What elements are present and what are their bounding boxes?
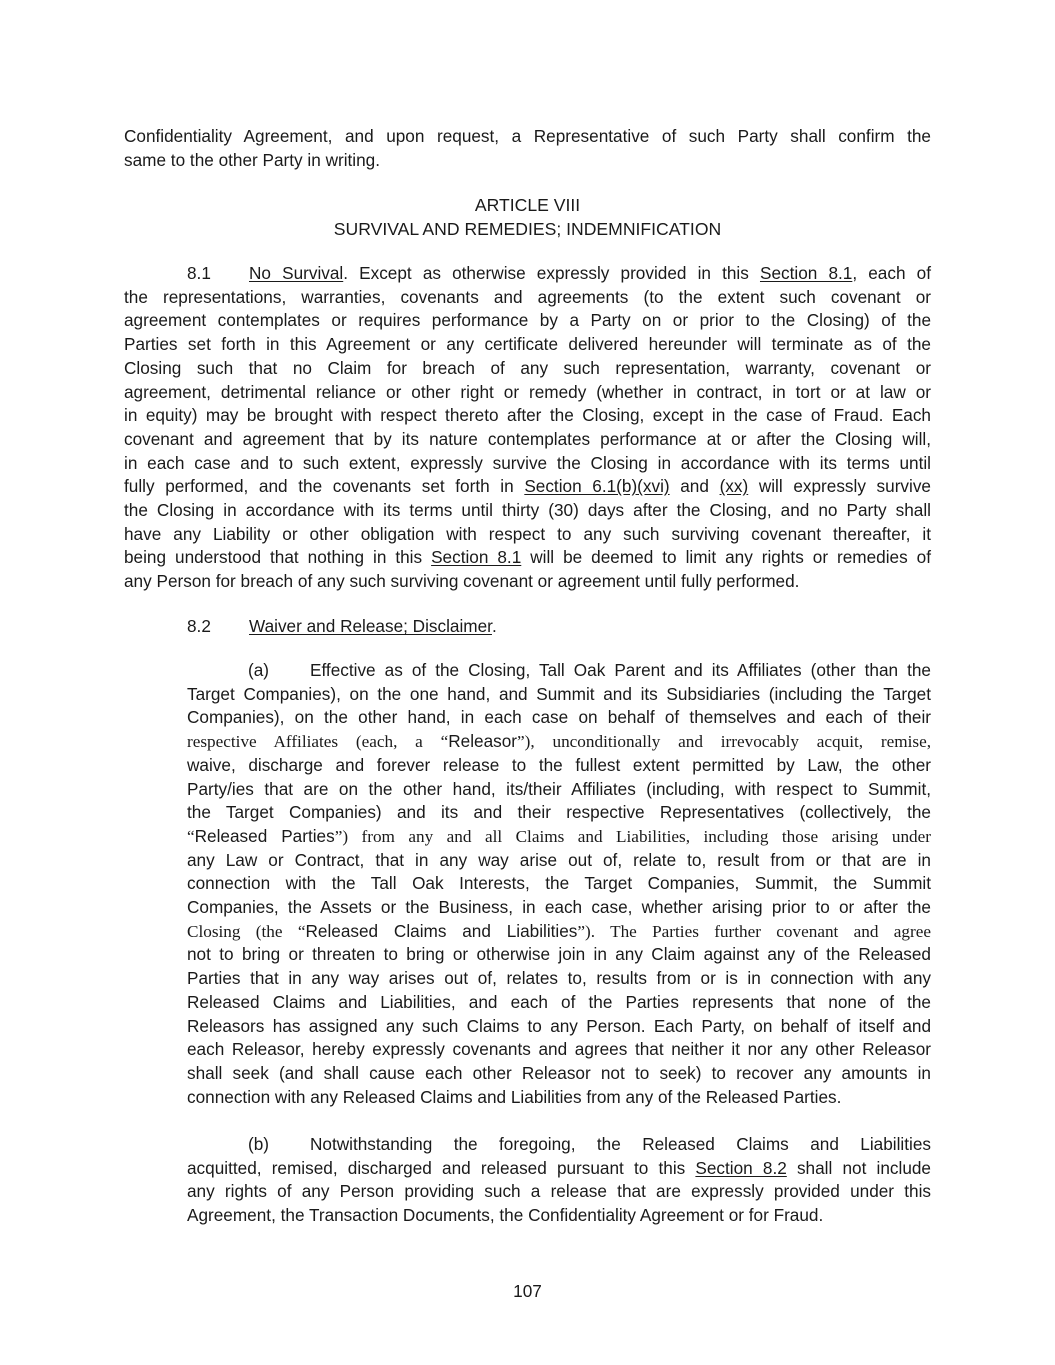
text-line [187, 920, 931, 944]
text-run: fully performed, and the covenants set forth in [124, 476, 525, 497]
text-run: . Except as otherwise expressly provided in this [343, 263, 760, 283]
section-heading: No Survival [249, 263, 344, 283]
defined-term: Released Claims and Liabilities [305, 920, 578, 941]
subsection-first-line [187, 659, 931, 683]
section-number: 8.1 [187, 263, 211, 283]
text-run: Closing (the “ [187, 921, 306, 941]
page-number: 107 [513, 1281, 542, 1301]
text-line: Companies), on the other hand, in each case on behalf of themselves and each of their [187, 707, 931, 728]
text-line: the representations, warranties, covenants and agreements (to the extent such covenant or [124, 286, 931, 307]
text-run: respective Affiliates (each, a “ [187, 732, 449, 752]
text-run: and [669, 476, 720, 497]
text-line: Released Claims and Liabilities, and each of the Parties represents that none of the [187, 991, 931, 1012]
text-line: Parties that in any way arises out of, relates to, results from or is in connection with any [187, 968, 931, 989]
cross-reference-link[interactable]: Section 8.2 [695, 1157, 787, 1178]
article-title: SURVIVAL AND REMEDIES; INDEMNIFICATION [333, 218, 722, 239]
text-line: shall seek (and shall cause each other Releasor not to seek) to recover any amounts in [187, 1062, 931, 1083]
text-line: the Closing in accordance with its terms until thirty (30) days after the Closing, and no Party shall [124, 500, 931, 521]
text-line: waive, discharge and forever release to the fullest extent permitted by Law, the other [187, 754, 931, 775]
text-line: connection with any Released Claims and Liabilities from any of the Released Parties. [187, 1086, 842, 1107]
text-line: in each case and to such extent, expressly survive the Closing in accordance with its terms until [124, 452, 931, 473]
text-line: Agreement, the Transaction Documents, the Confidentiality Agreement or for Fraud. [187, 1205, 824, 1226]
text-line: have any Liability or other obligation with respect to any such surviving covenant thereafter, it [124, 523, 931, 544]
text-line: the Target Companies) and its and their respective Representatives (collectively, the [187, 802, 931, 823]
subsection-label: (b) [248, 1134, 270, 1154]
section-8-1-first-line [124, 262, 931, 286]
text-line: Target Companies), on the one hand, and Summit and its Subsidiaries (including the Target [187, 683, 931, 704]
text-line: Party/ies that are on the other hand, its/their Affiliates (including, with respect to Summit, [187, 778, 931, 799]
defined-term: Released Parties [194, 825, 335, 846]
text-line: any Law or Contract, that in any way arise out of, relate to, result from or that are in [187, 849, 931, 870]
text-line [187, 730, 931, 754]
text-line: Closing such that no Claim for breach of any such representation, warranty, covenant or [124, 357, 931, 378]
cross-reference-link[interactable]: Section 8.1 [431, 547, 522, 568]
text-line: Parties set forth in this Agreement or any certificate delivered hereunder will terminate as of the [124, 334, 931, 355]
text-line: in equity) may be brought with respect thereto after the Closing, except in the case of Fraud. Each [124, 405, 931, 426]
text-line: not to bring or threaten to bring or otherwise join in any Claim against any of the Released [187, 944, 931, 965]
text-run: will expressly survive [748, 476, 931, 497]
section-8-1 [124, 262, 931, 594]
article-number: ARTICLE VIII [474, 195, 581, 215]
text-line [187, 825, 931, 849]
text-line: connection with the Tall Oak Interests, the Target Companies, Summit, the Summit [187, 873, 931, 894]
section-8-2-b [187, 1133, 931, 1228]
section-8-2-heading [187, 615, 931, 639]
intro-paragraph [124, 125, 931, 172]
text-line: Companies, the Assets or the Business, in each case, whether arising prior to or after the [187, 897, 931, 918]
text-line: agreement contemplates or requires performance by a Party on or prior to the Closing) of the [124, 310, 931, 331]
text-run: Effective as of the Closing, Tall Oak Parent and its Affiliates (other than the [310, 660, 931, 680]
text-line: each Releasor, hereby expressly covenants and agrees that neither it nor any other Releasor [187, 1039, 931, 1060]
section-heading: Waiver and Release; Disclaimer [249, 616, 492, 636]
text-run: being understood that nothing in this [124, 547, 432, 568]
text-run: ”), unconditionally and irrevocably acquit, remise, [517, 732, 931, 752]
text-run: acquitted, remised, discharged and released pursuant to this [187, 1157, 696, 1178]
heading-period: . [491, 616, 497, 636]
text-run: “ [187, 826, 195, 846]
section-number: 8.2 [187, 616, 211, 636]
text-run: will be deemed to limit any rights or remedies of [521, 547, 932, 568]
text-line [124, 475, 931, 499]
cross-reference-link[interactable]: (xx) [719, 476, 749, 497]
text-run: ”). The Parties further covenant and agree [577, 921, 931, 941]
cross-reference-link[interactable]: Section 8.1 [759, 263, 853, 283]
cross-reference-link[interactable]: Section 6.1(b)(xvi) [524, 476, 670, 497]
text-line: agreement, detrimental reliance or other right or remedy (whether in contract, in tort or at law or [124, 381, 931, 402]
text-line: Releasors has assigned any such Claims to any Person. Each Party, on behalf of itself and [187, 1015, 931, 1036]
text-line [187, 1157, 931, 1181]
text-run: Notwithstanding the foregoing, the Released Claims and Liabilities [310, 1134, 931, 1154]
text-run: , each of [852, 263, 931, 283]
subsection-label: (a) [248, 660, 270, 680]
text-line: any Person for breach of any such surviving covenant or agreement until fully performed. [124, 571, 800, 592]
text-run: ”) from any and all Claims and Liabilities, including those arising under [334, 826, 931, 846]
subsection-first-line [187, 1133, 931, 1157]
text-line [124, 546, 931, 570]
article-heading [124, 194, 931, 241]
text-line: covenant and agreement that by its nature contemplates performance at or after the Closing will, [124, 428, 931, 449]
text-run: shall not include [786, 1157, 931, 1178]
section-8-2-a [187, 659, 931, 1109]
defined-term: Releasor [448, 731, 518, 752]
text-line: same to the other Party in writing. [124, 149, 381, 170]
text-line: any rights of any Person providing such a release that are expressly provided under this [187, 1181, 931, 1202]
text-line: Confidentiality Agreement, and upon request, a Representative of such Party shall confirm the [124, 126, 931, 146]
